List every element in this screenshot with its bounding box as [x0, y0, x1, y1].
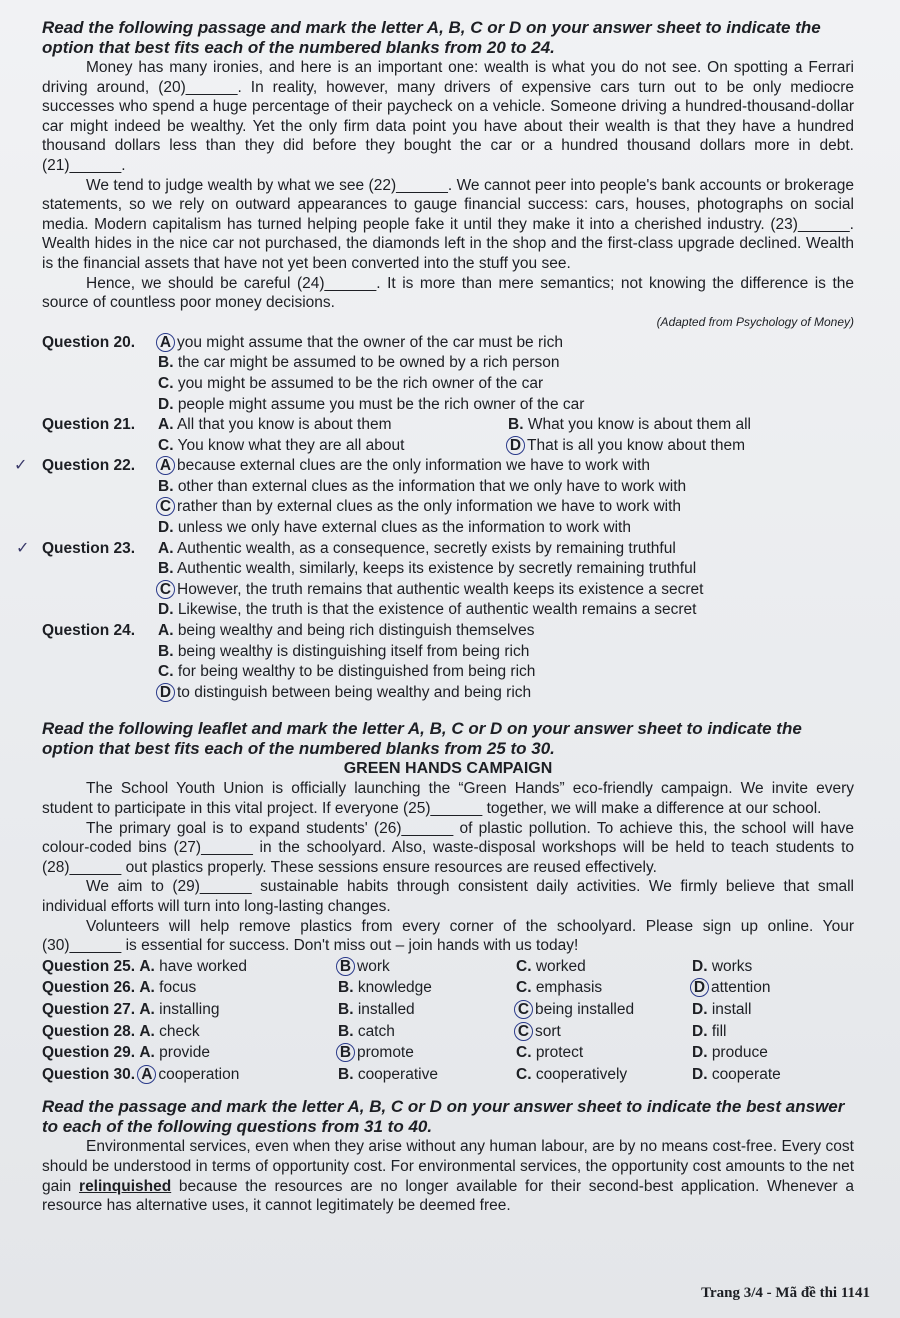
q28-option-d[interactable]: D. fill	[692, 1022, 727, 1040]
q28-option-b[interactable]: B. catch	[338, 1022, 395, 1040]
answer-circle: D	[690, 978, 709, 997]
q21-option-c[interactable]: C. You know what they are all about	[158, 436, 405, 454]
q20-option-c[interactable]: C. you might be assumed to be the rich owner of the car	[158, 374, 544, 392]
q22-option-a[interactable]: A because external clues are the only information we have to work with	[158, 456, 854, 477]
q21-row-1	[42, 415, 854, 436]
answer-circle: A	[156, 456, 175, 475]
q29-row: Question 29. A. provide	[42, 1044, 210, 1062]
answer-circle: C	[156, 580, 175, 599]
answer-circle: D	[156, 683, 175, 702]
q23-label: Question 23.	[42, 539, 136, 557]
answer-grid-25-30	[42, 956, 854, 1086]
q27-option-b[interactable]: B. installed	[338, 1000, 415, 1018]
q26-option-b[interactable]: B. knowledge	[338, 979, 432, 997]
q21-option-b[interactable]: B. What you know is about them all	[508, 416, 751, 434]
q24-option-a-row	[42, 621, 854, 642]
q24-option-b[interactable]: B. being wealthy is distinguishing itself from being rich	[158, 642, 530, 660]
answer-circle: A	[156, 333, 175, 352]
passage-paragraph-1: Money has many ironies, and here is an important one: wealth is what you do not see. On spotting a Ferrari driving around, (20)______. In reality, however, many drivers of expensive cars turn out to be only mediocre successes who spend a huge percentage of their paycheck on a vehicle. Someone driving a hundred-thousand-dollar car might indeed be wealthy. Yet the only firm data point you have about their wealth is that they have a hundred thousand dollars less than they did before they bought the car or a hundred thousand dollars more in debt. (21)______.	[42, 59, 854, 174]
q29-option-b[interactable]: B promote	[338, 1042, 516, 1064]
page-footer: Trang 3/4 - Mã đề thi 1141	[701, 1285, 870, 1301]
q20-option-d-row	[42, 395, 854, 416]
q23-option-c[interactable]: C However, the truth remains that authentic wealth keeps its existence a secret	[158, 580, 854, 601]
passage2-paragraph-1: Environmental services, even when they arise without any human labour, are by no means cost-free. Every cost should be understood in terms of opportunity cost. For environmental services, the opportunity cost amounts to the net gain relinquished because the resources are no longer available for their second-best application. Whenever a resource has alternative uses, it cannot legitimately be deemed free.	[42, 1138, 854, 1215]
q22-option-b-row	[42, 477, 854, 498]
q23-option-b-row	[42, 559, 854, 580]
answer-circle: D	[506, 436, 525, 455]
answer-circle: B	[336, 1043, 355, 1062]
q21-label: Question 21.	[42, 416, 136, 434]
q22-label: Question 22.	[42, 457, 136, 475]
q26-option-c[interactable]: C. emphasis	[516, 979, 603, 997]
q20-option-a[interactable]: A you might assume that the owner of the car must be rich	[158, 333, 854, 354]
q22-option-b[interactable]: B. other than external clues as the information that we only have to work with	[158, 477, 687, 495]
q24-option-c[interactable]: C. for being wealthy to be distinguished from being rich	[158, 663, 536, 681]
q23-option-c-row	[42, 580, 854, 601]
answer-circle: C	[514, 1000, 533, 1019]
q28-row: Question 28. A. check	[42, 1022, 200, 1040]
q23-option-d[interactable]: D. Likewise, the truth is that the existence of authentic wealth remains a secret	[158, 601, 697, 619]
q20-option-d[interactable]: D. people might assume you must be the rich owner of the car	[158, 395, 585, 413]
q26-row: Question 26. A. focus	[42, 979, 197, 997]
answer-circle: C	[156, 497, 175, 516]
q28-option-c[interactable]: C sort	[516, 1021, 692, 1043]
q21-row-2	[42, 436, 854, 457]
q25-option-d[interactable]: D. works	[692, 957, 753, 975]
q23-option-b[interactable]: B. Authentic wealth, similarly, keeps its existence by secretly remaining truthful	[158, 560, 697, 578]
q23-option-d-row	[42, 600, 854, 621]
q21-option-d[interactable]: D That is all you know about them	[508, 436, 745, 457]
q27-option-d[interactable]: D. install	[692, 1000, 752, 1018]
q22-option-d[interactable]: D. unless we only have external clues as the information to work with	[158, 519, 631, 537]
q24-option-d-row	[42, 683, 854, 704]
section2-instruction: Read the following leaflet and mark the letter A, B, C or D on your answer sheet to indicate the option that best fits each of the numbered blanks from 25 to 30.	[42, 719, 802, 759]
margin-check-mark: ✓	[16, 539, 30, 557]
answer-circle: C	[514, 1022, 533, 1041]
q24-option-a[interactable]: A. being wealthy and being rich distinguish themselves	[158, 622, 535, 640]
margin-check-mark: ✓	[14, 457, 28, 475]
section3-instruction: Read the passage and mark the letter A, B, C or D on your answer sheet to indicate the best answer to each of the following questions from 31 to 40.	[42, 1097, 845, 1137]
q22-option-d-row	[42, 518, 854, 539]
passage-paragraph-2: We tend to judge wealth by what we see (22)______. We cannot peer into people's bank accounts or brokerage statements, so we rely on outward appearances to gauge financial success: cars, houses, photographs on social media. Modern capitalism has turned helping people fake it until they make it into a cherished industry. (23)______. Wealth hides in the nice car not purchased, the diamonds left in the shop and the first-class upgrade declined. Wealth is the financial assets that have not yet been converted into the stuff you see.	[42, 176, 854, 272]
q23-option-a-row	[16, 539, 854, 560]
q20-option-a-row	[42, 333, 854, 354]
q22-option-c[interactable]: C rather than by external clues as the only information we have to work with	[158, 497, 854, 518]
q20-label: Question 20.	[42, 333, 136, 351]
q27-option-c[interactable]: C being installed	[516, 999, 692, 1021]
q21-option-a[interactable]: A. All that you know is about them	[158, 416, 392, 434]
q24-label: Question 24.	[42, 622, 136, 640]
q30-option-b[interactable]: B. cooperative	[338, 1065, 438, 1083]
leaflet-paragraph-1: The School Youth Union is officially launching the “Green Hands” eco-friendly campaign. We invite every student to participate in this vital project. If everyone (25)______ together, we will make a difference at our school.	[42, 780, 854, 817]
leaflet-paragraph-4: Volunteers will help remove plastics from every corner of the schoolyard. Please sign up online. Your (30)______ is essential for success. Don't miss out – join hands with us today!	[42, 917, 854, 955]
q30-row: Question 30. A cooperation	[42, 1065, 240, 1083]
answer-circle: B	[336, 957, 355, 976]
q30-option-d[interactable]: D. cooperate	[692, 1065, 781, 1083]
q22-option-a-row	[14, 456, 854, 477]
q26-option-d[interactable]: D attention	[692, 977, 852, 999]
q25-option-b[interactable]: B work	[338, 956, 516, 978]
q25-option-c[interactable]: C. worked	[516, 957, 586, 975]
leaflet-title: GREEN HANDS CAMPAIGN	[343, 760, 553, 778]
q29-option-c[interactable]: C. protect	[516, 1044, 584, 1062]
q20-option-b-row	[42, 353, 854, 374]
answer-circle: A	[137, 1065, 156, 1084]
q24-option-c-row	[42, 662, 854, 683]
underlined-word: relinquished	[79, 1177, 172, 1195]
q24-option-d[interactable]: D to distinguish between being wealthy and being rich	[158, 683, 854, 704]
leaflet-paragraph-2: The primary goal is to expand students' (26)______ of plastic pollution. To achieve this, the school will have colour-coded bins (27)______ in the schoolyard. Also, waste-disposal workshops will be held to teach students to (28)______ out plastics properly. These sessions ensure resources are reused effectively.	[42, 819, 854, 876]
section1-instruction: Read the following passage and mark the letter A, B, C or D on your answer sheet to indicate the option that best fits each of the numbered blanks from 20 to 24.	[42, 18, 821, 57]
q23-option-a[interactable]: A. Authentic wealth, as a consequence, secretly exists by remaining truthful	[158, 539, 676, 557]
leaflet-paragraph-3: We aim to (29)______ sustainable habits through consistent daily activities. We firmly believe that small individual efforts will turn into long-lasting changes.	[42, 878, 854, 915]
q30-option-c[interactable]: C. cooperatively	[516, 1065, 628, 1083]
q20-option-c-row	[42, 374, 854, 395]
q29-option-d[interactable]: D. produce	[692, 1044, 768, 1062]
passage-paragraph-3: Hence, we should be careful (24)______. It is more than mere semantics; not knowing the difference is the source of countless poor money decisions.	[42, 274, 854, 312]
q20-option-b[interactable]: B. the car might be assumed to be owned by a rich person	[158, 354, 560, 372]
q24-option-b-row	[42, 642, 854, 663]
q27-row: Question 27. A. installing	[42, 1000, 220, 1018]
q25-row: Question 25. A. have worked	[42, 957, 248, 975]
passage-source: (Adapted from Psychology of Money)	[656, 314, 854, 329]
q22-option-c-row	[42, 497, 854, 518]
